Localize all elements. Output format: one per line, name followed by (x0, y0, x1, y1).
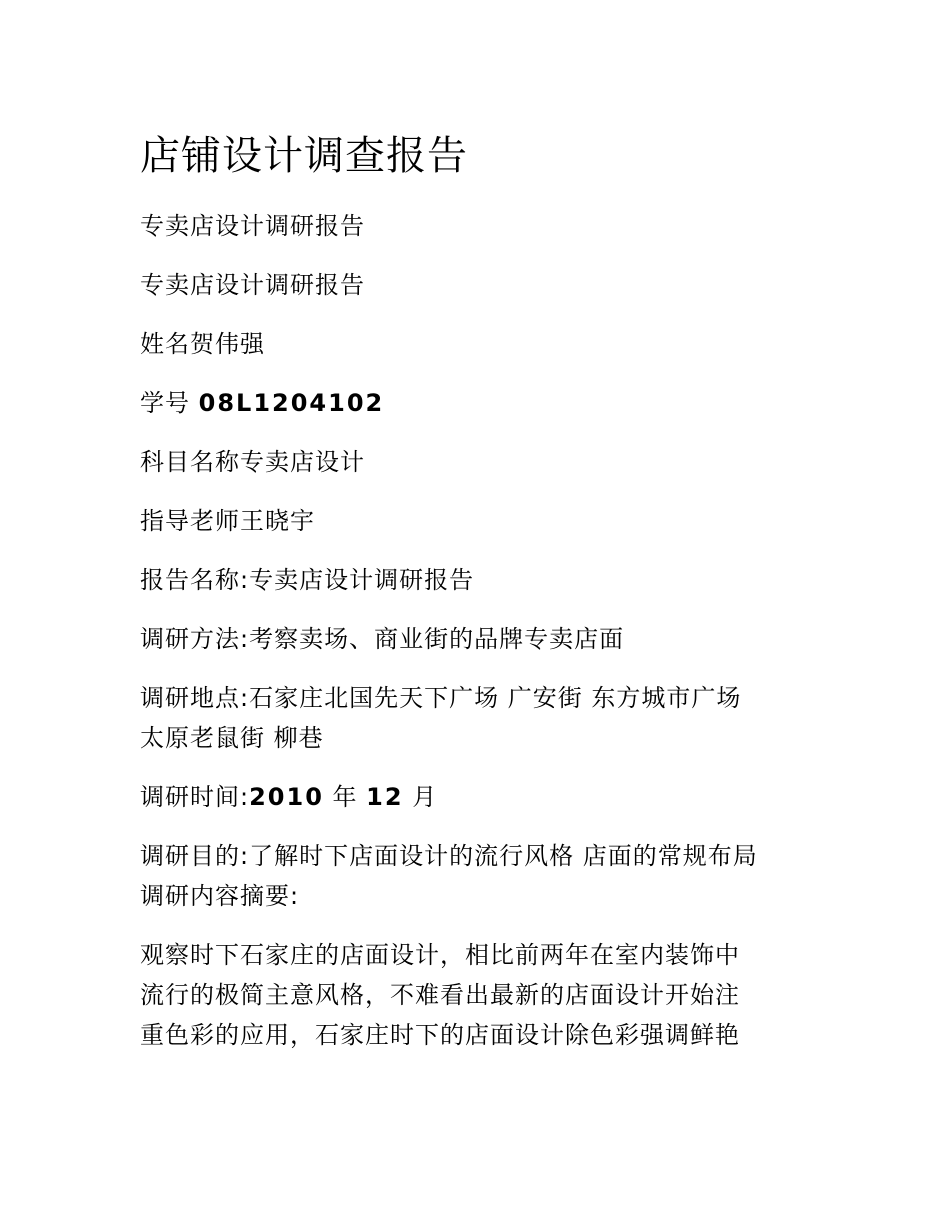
research-method: 调研方法:考察卖场、商业街的品牌专卖店面 (140, 625, 625, 653)
subject-name: 科目名称专卖店设计 (140, 448, 365, 476)
student-id-value: 08L1204102 (198, 389, 385, 417)
research-time-month: 12 (366, 783, 404, 811)
document-title: 店铺设计调查报告 (140, 133, 468, 179)
research-purpose (140, 836, 820, 916)
student-id (140, 383, 820, 423)
student-name: 姓名贺伟强 (140, 330, 265, 358)
research-time (140, 777, 820, 817)
research-time-year: 2010 (249, 783, 324, 811)
document-content (140, 128, 820, 1074)
research-location-line-2: 太原老鼠街 柳巷 (140, 724, 324, 752)
body-line-3: 重色彩的应用，石家庄时下的店面设计除色彩强调鲜艳 (140, 1021, 740, 1049)
body-line-2: 流行的极简主意风格，不难看出最新的店面设计开始注 (140, 981, 740, 1009)
research-location-line-1: 调研地点:石家庄北国先天下广场 广安街 东方城市广场 (140, 684, 742, 712)
student-id-label: 学号 (140, 389, 190, 417)
subtitle-line-1: 专卖店设计调研报告 (140, 212, 365, 240)
research-time-year-unit: 年 (332, 783, 358, 811)
research-location (140, 678, 820, 758)
body-paragraph (140, 935, 820, 1055)
report-name: 报告名称:专卖店设计调研报告 (140, 566, 475, 594)
advisor-name: 指导老师王晓宇 (140, 507, 315, 535)
research-time-label: 调研时间: (140, 783, 250, 811)
research-time-month-unit: 月 (412, 783, 438, 811)
subtitle-line-2: 专卖店设计调研报告 (140, 271, 365, 299)
body-line-1: 观察时下石家庄的店面设计，相比前两年在室内装饰中 (140, 941, 740, 969)
research-purpose-line-1: 调研目的:了解时下店面设计的流行风格 店面的常规布局 (140, 842, 758, 870)
research-summary-heading: 调研内容摘要: (140, 882, 300, 910)
